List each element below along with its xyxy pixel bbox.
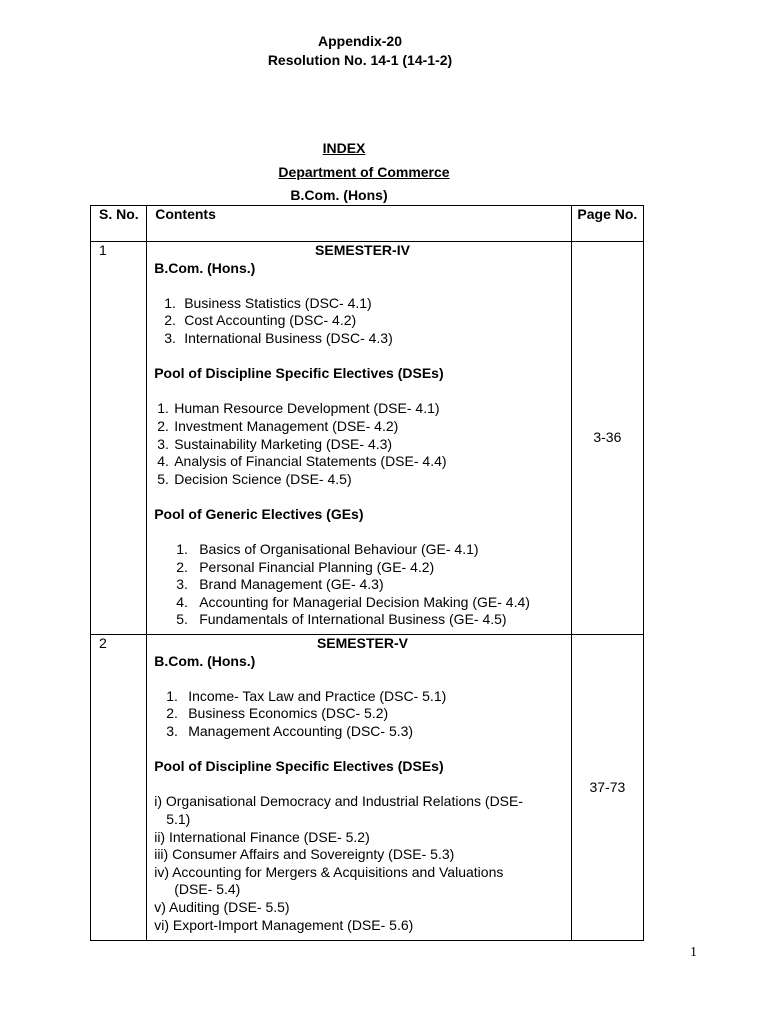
- row-sno: 1: [91, 242, 147, 635]
- row-sno: 2: [91, 635, 147, 941]
- list-item: v) Auditing (DSE- 5.5): [154, 898, 290, 915]
- list-item: 3. Brand Management (GE- 4.3): [176, 576, 384, 593]
- semester-title: SEMESTER-IV: [315, 242, 410, 258]
- list-item: 4. Analysis of Financial Statements (DSE- 4.4): [157, 453, 447, 470]
- table-header-row: [91, 206, 644, 242]
- list-item: 3. Sustainability Marketing (DSE- 4.3): [157, 435, 393, 452]
- list-item: 2. Personal Financial Planning (GE- 4.2): [176, 558, 435, 575]
- list-item: 2. Cost Accounting (DSC- 4.2): [164, 312, 357, 329]
- department-heading-text: Department of Commerce: [278, 164, 450, 180]
- appendix-title: Appendix-20: [317, 33, 402, 49]
- list-item: 1. Income- Tax Law and Practice (DSC- 5.1): [166, 687, 447, 704]
- department-heading: [0, 164, 728, 180]
- list-item: i) Organisational Democracy and Industrial Relations (DSE-: [154, 793, 524, 810]
- list-item: 2. Investment Management (DSE- 4.2): [157, 417, 399, 434]
- list-item: 1. Human Resource Development (DSE- 4.1): [157, 400, 440, 417]
- program-heading: B.Com. (Hons): [290, 187, 388, 203]
- ge-heading: Pool of Generic Electives (GEs): [154, 505, 364, 522]
- index-table: [90, 205, 644, 941]
- row-page-range: 37-73: [571, 635, 643, 941]
- list-item: 5. Decision Science (DSE- 4.5): [157, 470, 352, 487]
- semester-title: SEMESTER-V: [316, 635, 408, 651]
- resolution-number: Resolution No. 14-1 (14-1-2): [267, 52, 453, 68]
- list-item: iv) Accounting for Mergers & Acquisitions and Valuations: [154, 863, 504, 880]
- index-heading-text: INDEX: [322, 140, 366, 156]
- row-contents: [147, 242, 572, 635]
- header-sno: S. No.: [91, 206, 147, 242]
- header-contents: Contents: [147, 206, 572, 242]
- list-item: 5. Fundamentals of International Business (GE- 4.5): [176, 611, 507, 628]
- table-row: [91, 242, 644, 635]
- list-item: 3. Management Accounting (DSC- 5.3): [166, 722, 414, 739]
- table-row: [91, 635, 644, 941]
- list-item: vi) Export-Import Management (DSE- 5.6): [154, 916, 414, 933]
- index-heading: [0, 140, 688, 156]
- list-item-continuation: (DSE- 5.4): [174, 881, 241, 898]
- dse-heading: Pool of Discipline Specific Electives (DSEs): [154, 758, 444, 775]
- list-item: 1. Business Statistics (DSC- 4.1): [164, 294, 372, 311]
- header-page-no: Page No.: [571, 206, 643, 242]
- list-item: ii) International Finance (DSE- 5.2): [154, 828, 370, 845]
- list-item-continuation: 5.1): [166, 810, 191, 827]
- list-item: iii) Consumer Affairs and Sovereignty (DSE- 5.3): [154, 846, 455, 863]
- list-item: 1. Basics of Organisational Behaviour (GE- 4.1): [176, 541, 479, 558]
- list-item: 2. Business Economics (DSC- 5.2): [166, 705, 389, 722]
- row-page-range: 3-36: [571, 242, 643, 635]
- list-item: 3. International Business (DSC- 4.3): [164, 329, 393, 346]
- page-number: 1: [690, 945, 697, 960]
- program-label: B.Com. (Hons.): [154, 259, 256, 276]
- program-label: B.Com. (Hons.): [154, 652, 256, 669]
- row-contents: [147, 635, 572, 941]
- list-item: 4. Accounting for Managerial Decision Making (GE- 4.4): [176, 593, 530, 610]
- dse-heading: Pool of Discipline Specific Electives (DSEs): [154, 365, 444, 382]
